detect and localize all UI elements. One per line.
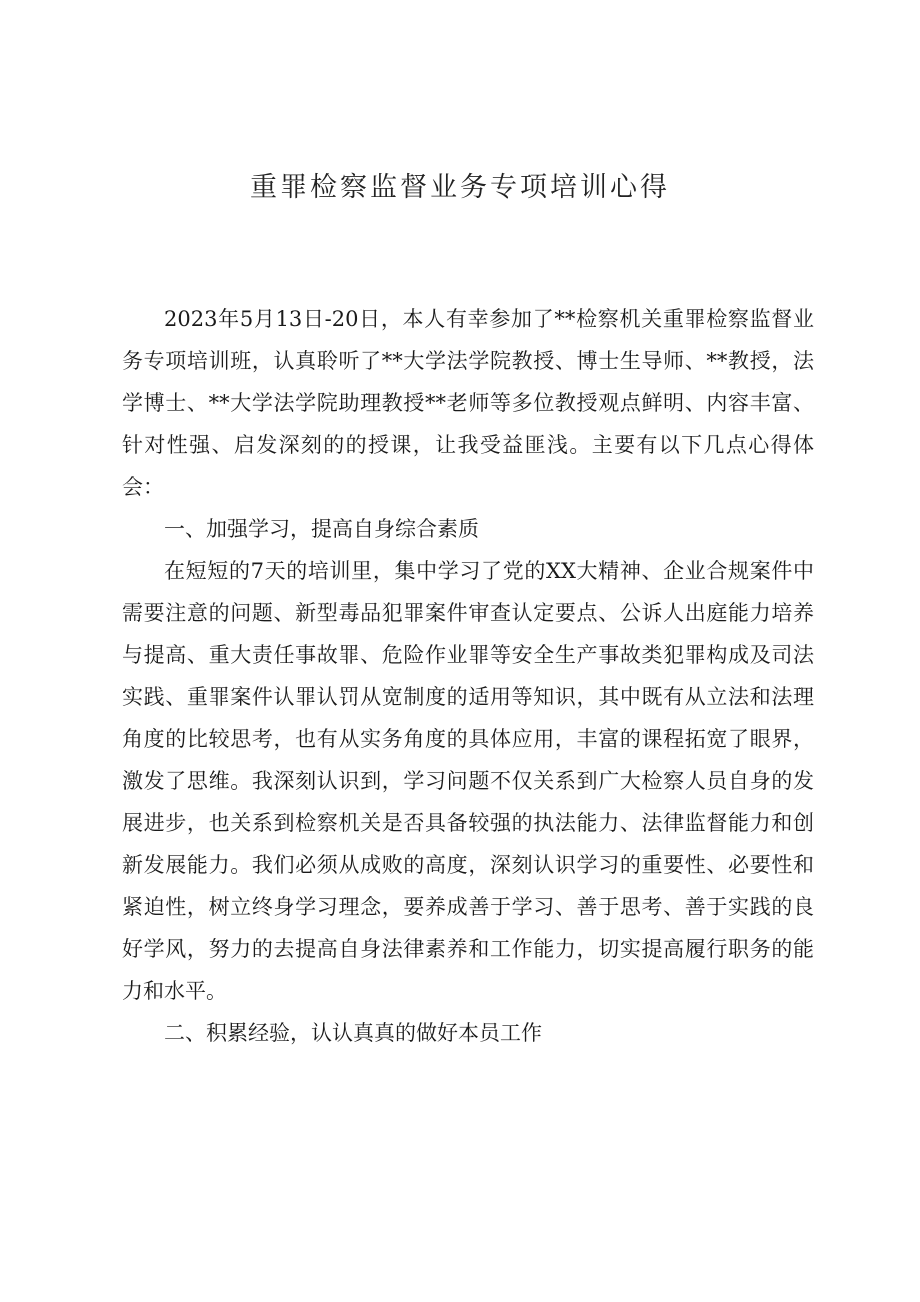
section-heading-2: 二、积累经验，认认真真的做好本员工作 <box>164 1021 542 1045</box>
section-1-paragraph: 在短短的7天的培训里，集中学习了党的XX大精神、企业合规案件中需要注意的问题、新型毒品犯罪案件审查认定要点、公诉人出庭能力培养与提高、重大责任事故罪、危险作业罪等安全生产事故类犯罪构成及司法实践、重罪案件认罪认罚从宽制度的适用等知识，其中既有从立法和法理角度的比较思考，也有从实务角度的具体应用，丰富的课程拓宽了眼界，激发了思维。我深刻认识到，学习问题不仅关系到广大检察人员自身的发展进步，也关系到检察机关是否具备较强的执法能力、法律监督能力和创新发展能力。我们必须从成败的高度，深刻认识学习的重要性、必要性和紧迫性，树立终身学习理念，要养成善于学习、善于思考、善于实践的良好学风，努力的去提高自身法律素养和工作能力，切实提高履行职务的能力和水平。 <box>122 559 814 1003</box>
document-title: 重罪检察监督业务专项培训心得 <box>250 172 670 203</box>
intro-paragraph: 2023年5月13日-20日，本人有幸参加了**检察机关重罪检察监督业务专项培训班，认真聆听了**大学法学院教授、博士生导师、**教授，法学博士、**大学法学院助理教授**老师等多位教授观点鲜明、内容丰富、针对性强、启发深刻的的授课，让我受益匪浅。主要有以下几点心得体会： <box>122 307 814 499</box>
document-body <box>122 298 814 1054</box>
section-heading-1: 一、加强学习，提高自身综合素质 <box>164 517 479 541</box>
